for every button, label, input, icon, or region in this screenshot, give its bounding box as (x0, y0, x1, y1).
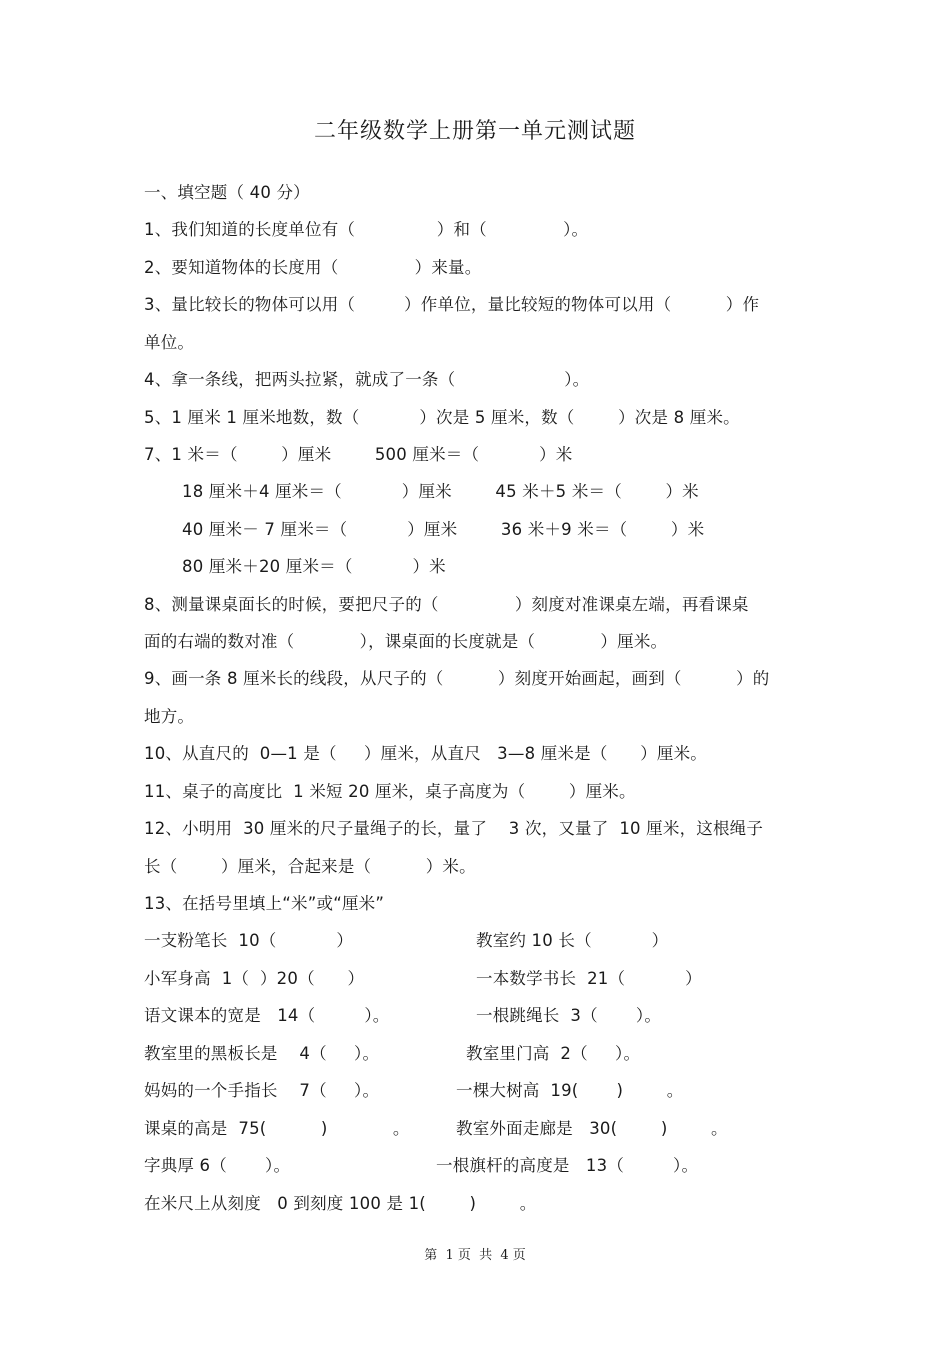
fill-item: 一根跳绳长 3（ ）。 (476, 1006, 662, 1025)
fill-item: 课桌的高是 75( ) 。 (144, 1119, 410, 1138)
fill-item: 教室约 10 长（ ） (476, 931, 669, 950)
question-10: 10、从直尺的 0—1 是（ ）厘米，从直尺 3—8 厘米是（ ）厘米。 (144, 744, 707, 763)
fill-item: 教室外面走廊是 30( ) 。 (456, 1119, 728, 1138)
fill-item: 一棵大树高 19( ) 。 (456, 1081, 684, 1100)
section-heading: 一、填空题（ 40 分） (144, 183, 310, 202)
question-7-line-1: 7、1 米＝（ ）厘米 500 厘米＝（ ）米 (144, 445, 573, 464)
question-9-line-2: 地方。 (144, 707, 195, 726)
question-5: 5、1 厘米 1 厘米地数，数（ ）次是 5 厘米，数（ ）次是 8 厘米。 (144, 408, 740, 427)
question-2: 2、要知道物体的长度用（ ）来量。 (144, 258, 482, 277)
fill-item: 一支粉笔长 10（ ） (144, 931, 354, 950)
question-13: 13、在括号里填上“米”或“厘米” (144, 894, 385, 913)
question-8-line-2: 面的右端的数对准（ ），课桌面的长度就是（ ）厘米。 (144, 632, 668, 651)
question-7-line-4: 80 厘米＋20 厘米＝（ ）米 (182, 557, 446, 576)
question-7-line-2: 18 厘米＋4 厘米＝（ ）厘米 45 米＋5 米＝（ ）米 (182, 482, 699, 501)
fill-item: 教室里门高 2（ ）。 (466, 1044, 641, 1063)
fill-item: 教室里的黑板长是 4（ ）。 (144, 1044, 380, 1063)
question-9-line-1: 9、画一条 8 厘米长的线段，从尺子的（ ）刻度开始画起，画到（ ）的 (144, 669, 770, 688)
page-title: 二年级数学上册第一单元测试题 (313, 119, 636, 144)
fill-item: 妈妈的一个手指长 7（ ）。 (144, 1081, 380, 1100)
question-4: 4、拿一条线，把两头拉紧，就成了一条（ ）。 (144, 370, 590, 389)
question-3-line-1: 3、量比较长的物体可以用（ ）作单位，量比较短的物体可以用（ ）作 (144, 295, 760, 314)
question-11: 11、桌子的高度比 1 米短 20 厘米，桌子高度为（ ）厘米。 (144, 782, 636, 801)
question-1: 1、我们知道的长度单位有（ ）和（ ）。 (144, 220, 589, 239)
question-8-line-1: 8、测量课桌面长的时候，要把尺子的（ ）刻度对准课桌左端，再看课桌 (144, 595, 749, 614)
question-12-line-1: 12、小明用 30 厘米的尺子量绳子的长，量了 3 次，又量了 10 厘米，这根绳子 (144, 819, 764, 838)
fill-item: 小军身高 1（ ）20（ ） (144, 969, 365, 988)
fill-item: 一根旗杆的高度是 13（ ）。 (436, 1156, 699, 1175)
page-number-footer: 第 1 页 共 4 页 (424, 1248, 526, 1263)
question-3-line-2: 单位。 (144, 333, 195, 352)
fill-item: 语文课本的宽是 14（ ）。 (144, 1006, 390, 1025)
question-7-line-3: 40 厘米－ 7 厘米＝（ ）厘米 36 米＋9 米＝（ ）米 (182, 520, 705, 539)
question-12-line-2: 长（ ）厘米，合起来是（ ）米。 (144, 857, 476, 876)
fill-item: 字典厚 6（ ）。 (144, 1156, 291, 1175)
fill-item: 一本数学书长 21（ ） (476, 969, 702, 988)
fill-item: 在米尺上从刻度 0 到刻度 100 是 1( ) 。 (144, 1194, 537, 1213)
